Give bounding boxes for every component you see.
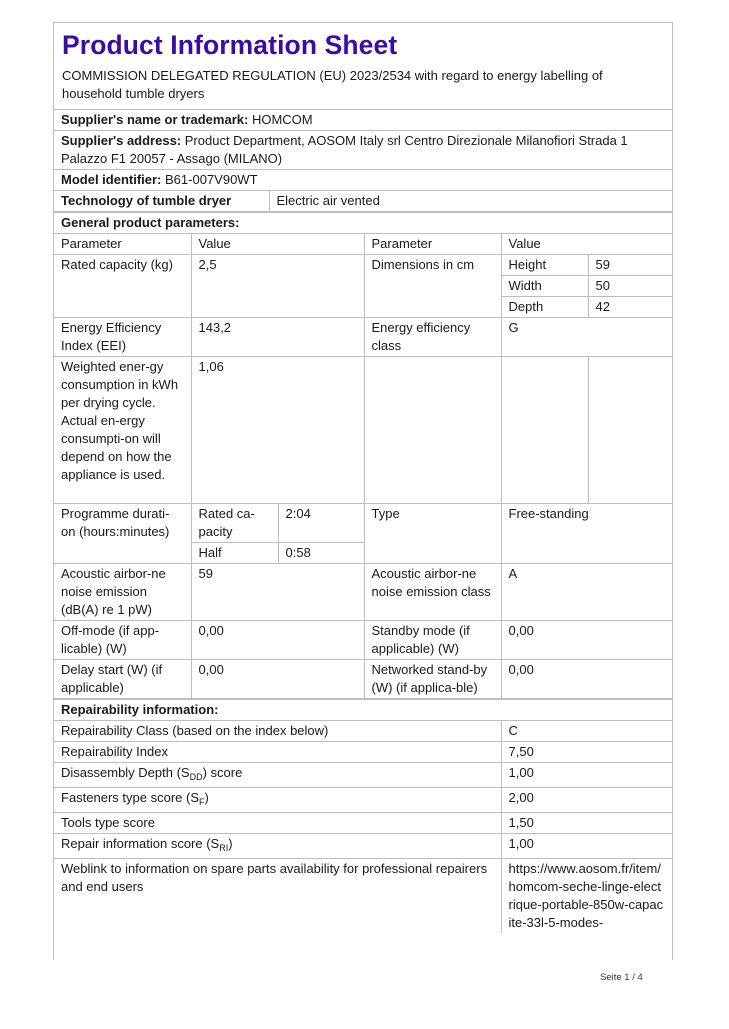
width-label: Width <box>501 276 588 297</box>
delay-start-value: 0,00 <box>191 660 364 699</box>
technology-row <box>54 191 672 212</box>
noise-emission-label: Acoustic airbor-ne noise emission (dB(A) re 1 pW) <box>54 564 191 621</box>
rated-capacity-short-label: Rated ca-pacity <box>191 504 278 543</box>
product-information-sheet <box>53 22 673 960</box>
type-label: Type <box>364 504 501 564</box>
width-value: 50 <box>588 276 672 297</box>
half-duration: 0:58 <box>278 543 364 564</box>
empty-cell <box>364 357 501 504</box>
efficiency-class-value: G <box>501 318 672 357</box>
noise-emission-value: 59 <box>191 564 364 621</box>
supplier-address-label: Supplier's address: <box>61 133 182 148</box>
supplier-name-value: HOMCOM <box>251 112 313 127</box>
repair-index-value: 7,50 <box>501 742 672 763</box>
networked-standby-label: Networked stand-by (W) (if applica-ble) <box>364 660 501 699</box>
repair-class-label: Repairability Class (based on the index below) <box>54 721 501 742</box>
supplier-address-row <box>54 131 672 170</box>
eei-label: Energy Efficiency Index (EEI) <box>54 318 191 357</box>
disassembly-depth-subscript: DD <box>189 772 203 782</box>
supplier-address-value: Product Department, AOSOM Italy srl Centro Direzionale Milanofiori Strada 1 Palazzo F1 20057 - Assago (MILANO) <box>61 133 628 166</box>
delay-start-label: Delay start (W) (if applicable) <box>54 660 191 699</box>
fasteners-subscript: F <box>199 797 205 807</box>
page-footer <box>600 972 643 983</box>
disassembly-depth-label <box>54 763 501 788</box>
page-separator: / <box>632 972 635 983</box>
efficiency-class-label: Energy efficiency class <box>364 318 501 357</box>
supplier-name-label: Supplier's name or trademark: <box>61 112 249 127</box>
repair-section-title: Repairability information: <box>54 700 672 721</box>
weblink-value[interactable]: https://www.aosom.fr/item/homcom-seche-linge-electrique-portable-850w-capacite-33l-5-modes- <box>501 859 672 934</box>
noise-class-value: A <box>501 564 672 621</box>
supplier-table <box>54 109 672 212</box>
depth-value: 42 <box>588 297 672 318</box>
col-header-value-2: Value <box>501 234 672 255</box>
disassembly-depth-value: 1,00 <box>501 763 672 788</box>
weighted-consumption-label: Weighted ener-gy consumption in kWh per drying cycle. Actual en-ergy consumpti-on will depend on how the appliance is used. <box>54 357 191 504</box>
height-value: 59 <box>588 255 672 276</box>
eei-value: 143,2 <box>191 318 364 357</box>
general-section-title: General product parameters: <box>54 213 672 234</box>
col-header-value: Value <box>191 234 364 255</box>
noise-class-label: Acoustic airbor-ne noise emission class <box>364 564 501 621</box>
tools-label: Tools type score <box>54 813 501 834</box>
page-current: 1 <box>624 972 630 983</box>
supplier-name-row <box>54 110 672 131</box>
repair-index-label: Repairability Index <box>54 742 501 763</box>
fasteners-label <box>54 788 501 813</box>
rated-capacity-label: Rated capacity (kg) <box>54 255 191 318</box>
standby-value: 0,00 <box>501 621 672 660</box>
repair-info-tail: ) <box>228 836 233 851</box>
disassembly-depth-tail: ) score <box>202 765 243 780</box>
model-label: Model identifier: <box>61 172 162 187</box>
empty-cell <box>501 357 588 504</box>
col-header-parameter: Parameter <box>54 234 191 255</box>
off-mode-value: 0,00 <box>191 621 364 660</box>
fasteners-text: Fasteners type score (S <box>61 790 199 805</box>
depth-label: Depth <box>501 297 588 318</box>
model-row <box>54 170 672 191</box>
height-label: Height <box>501 255 588 276</box>
programme-duration-label: Programme durati-on (hours:minutes) <box>54 504 191 564</box>
fasteners-value: 2,00 <box>501 788 672 813</box>
type-value: Free-standing <box>501 504 672 564</box>
model-value: B61-007V90WT <box>165 172 258 187</box>
column-header-row <box>54 234 672 255</box>
technology-value: Electric air vented <box>269 191 672 212</box>
repairability-table <box>54 699 672 933</box>
general-parameters-table <box>54 212 672 699</box>
header <box>54 22 672 109</box>
half-label: Half <box>191 543 278 564</box>
repair-info-label <box>54 834 501 859</box>
page-title: Product Information Sheet <box>62 30 398 60</box>
dimensions-label: Dimensions in cm <box>364 255 501 318</box>
standby-label: Standby mode (if applicable) (W) <box>364 621 501 660</box>
technology-label: Technology of tumble dryer <box>54 191 269 212</box>
page-label: Seite <box>600 972 622 983</box>
repair-info-value: 1,00 <box>501 834 672 859</box>
tools-value: 1,50 <box>501 813 672 834</box>
networked-standby-value: 0,00 <box>501 660 672 699</box>
repair-info-subscript: RI <box>219 843 229 853</box>
fasteners-tail: ) <box>204 790 209 805</box>
off-mode-label: Off-mode (if app-licable) (W) <box>54 621 191 660</box>
page-total: 4 <box>637 972 643 983</box>
weblink-label: Weblink to information on spare parts availability for professional repairers and end users <box>54 859 501 934</box>
regulation-text: COMMISSION DELEGATED REGULATION (EU) 2023/2534 with regard to energy labelling of household tumble dryers <box>62 68 603 101</box>
disassembly-depth-text: Disassembly Depth (S <box>61 765 190 780</box>
empty-cell <box>588 357 672 504</box>
col-header-parameter-2: Parameter <box>364 234 501 255</box>
repair-class-value: C <box>501 721 672 742</box>
rated-capacity-duration: 2:04 <box>278 504 364 543</box>
rated-capacity-value: 2,5 <box>191 255 364 318</box>
weighted-consumption-value: 1,06 <box>191 357 364 504</box>
repair-info-text: Repair information score (S <box>61 836 220 851</box>
